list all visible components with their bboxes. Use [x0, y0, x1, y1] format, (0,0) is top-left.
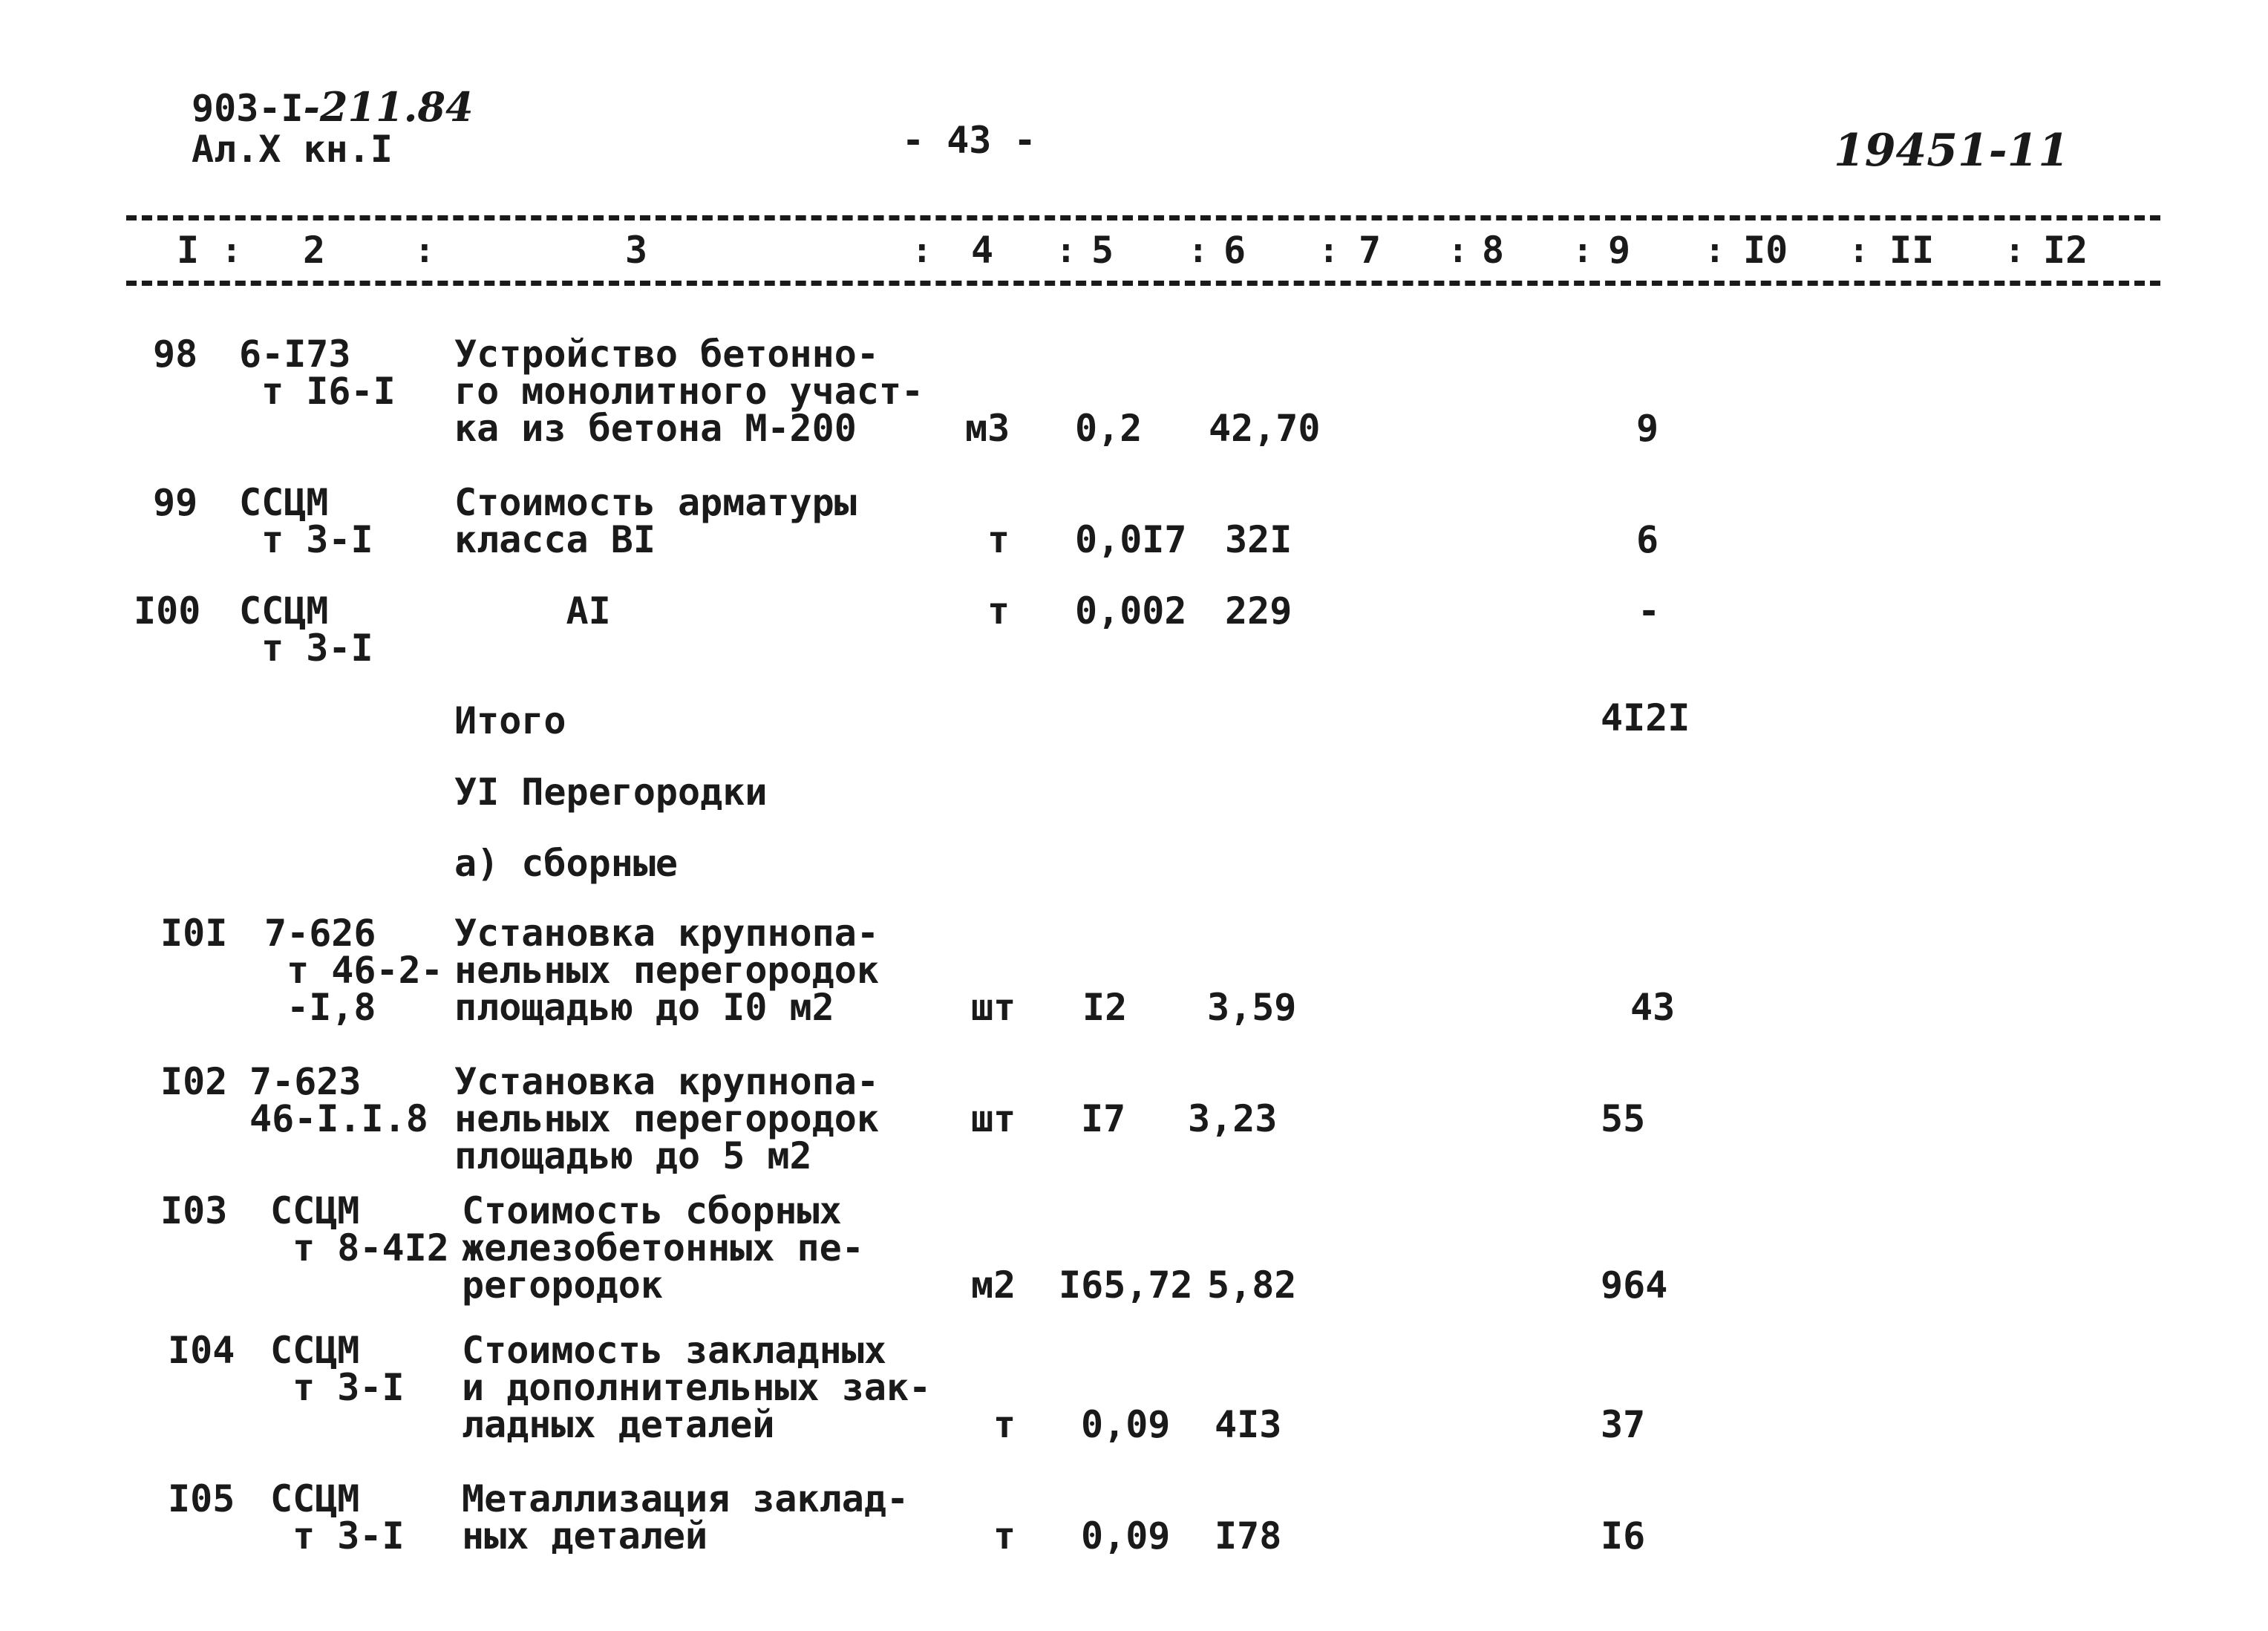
- section-title: УI Перегородки: [454, 771, 768, 814]
- col-separator: :: [1705, 230, 1725, 270]
- page-number: - 43 -: [902, 119, 1036, 162]
- row-unit: шт: [971, 1097, 1016, 1140]
- row-number: 99: [153, 481, 198, 524]
- row-description: AI: [454, 589, 611, 633]
- row-total: 964: [1601, 1264, 1668, 1307]
- col-header-8: 8: [1482, 229, 1505, 272]
- row-code: ССЦМ т 8-4I2: [270, 1189, 449, 1269]
- header-rule-bottom: [126, 281, 2160, 286]
- row-quantity: I7: [1081, 1097, 1126, 1140]
- col-separator: :: [1188, 230, 1209, 270]
- col-separator: :: [414, 230, 435, 270]
- row-quantity: 0,2: [1075, 407, 1143, 450]
- subtotal-value: 4I2I: [1601, 696, 1690, 739]
- row-code: 7-623 46-I.I.8: [249, 1060, 428, 1140]
- row-number: I03: [160, 1189, 228, 1232]
- row-description: Стоимость сборных железобетонных пе- регородок: [462, 1189, 864, 1307]
- row-total: I6: [1601, 1514, 1646, 1558]
- row-code: ССЦМ т 3-I: [239, 481, 373, 561]
- row-description: Установка крупнопа- нельных перегородок площадью до 5 м2: [454, 1060, 879, 1177]
- row-total: 43: [1630, 986, 1676, 1029]
- col-header-10: I0: [1743, 229, 1788, 272]
- row-description: Металлизация заклад- ных деталей: [462, 1477, 909, 1558]
- row-quantity: 0,0I7: [1075, 518, 1187, 561]
- row-unit: т: [987, 589, 1010, 633]
- col-header-5: 5: [1091, 229, 1114, 272]
- col-separator: :: [221, 230, 242, 270]
- row-unit: м3: [965, 407, 1010, 450]
- row-code: ССЦМ т 3-I: [270, 1329, 405, 1409]
- row-unit: м2: [971, 1264, 1016, 1307]
- row-number: I05: [168, 1477, 235, 1520]
- row-number: I0I: [160, 912, 228, 955]
- row-quantity: I65,72: [1059, 1264, 1193, 1307]
- row-unit: т: [993, 1403, 1016, 1446]
- row-description: Устройство бетонно- го монолитного участ- ка из бетона М-200: [454, 333, 924, 450]
- row-price: 42,70: [1209, 407, 1321, 450]
- row-total: -: [1638, 589, 1661, 633]
- doc-number: 19451-11: [1834, 125, 2070, 177]
- document-code-printed: 903-I: [192, 87, 304, 130]
- row-unit: т: [987, 518, 1010, 561]
- row-number: I02: [160, 1060, 228, 1103]
- col-header-6: 6: [1223, 229, 1246, 272]
- row-description: Стоимость арматуры класса BI: [454, 481, 857, 561]
- section-subtitle: а) сборные: [454, 842, 679, 885]
- row-total: 55: [1601, 1097, 1646, 1140]
- document-code: [192, 83, 474, 131]
- col-separator: :: [912, 230, 932, 270]
- col-header-4: 4: [971, 229, 994, 272]
- col-header-12: I2: [2043, 229, 2088, 272]
- row-total: 6: [1636, 518, 1659, 561]
- col-header-9: 9: [1608, 229, 1631, 272]
- col-header-11: II: [1889, 229, 1935, 272]
- row-number: 98: [153, 333, 198, 376]
- col-separator: :: [1056, 230, 1076, 270]
- header-rule-top: [126, 215, 2160, 220]
- row-price: 32I: [1225, 518, 1293, 561]
- subtotal-label: Итого: [454, 699, 566, 742]
- row-total: 9: [1636, 407, 1659, 450]
- document-code-handwritten: -211.84: [303, 83, 474, 131]
- col-separator: :: [2004, 230, 2025, 270]
- row-price: 4I3: [1215, 1403, 1282, 1446]
- col-separator: :: [1318, 230, 1339, 270]
- row-code: ССЦМ т 3-I: [239, 589, 373, 670]
- row-price: 5,82: [1207, 1264, 1297, 1307]
- row-quantity: 0,09: [1081, 1514, 1171, 1558]
- row-price: I78: [1215, 1514, 1282, 1558]
- row-number: I00: [134, 589, 201, 633]
- row-unit: т: [993, 1514, 1016, 1558]
- col-separator: :: [1572, 230, 1593, 270]
- album-label: Ал.X кн.I: [192, 128, 393, 171]
- row-price: 229: [1225, 589, 1293, 633]
- row-description: Стоимость закладных и дополнительных зак- ладных деталей: [462, 1329, 932, 1446]
- row-code: 6-I73 т I6-I: [239, 333, 396, 413]
- col-header-7: 7: [1359, 229, 1382, 272]
- row-unit: шт: [971, 986, 1016, 1029]
- col-header-2: 2: [303, 229, 326, 272]
- col-header-1: I: [177, 229, 200, 272]
- row-total: 37: [1601, 1403, 1646, 1446]
- row-quantity: I2: [1082, 986, 1128, 1029]
- row-price: 3,59: [1207, 986, 1297, 1029]
- row-code: ССЦМ т 3-I: [270, 1477, 405, 1558]
- row-code: 7-626 т 46-2- -I,8: [264, 912, 443, 1029]
- row-quantity: 0,002: [1075, 589, 1187, 633]
- col-header-3: 3: [625, 229, 648, 272]
- row-description: Установка крупнопа- нельных перегородок площадью до I0 м2: [454, 912, 879, 1029]
- row-number: I04: [168, 1329, 235, 1372]
- col-separator: :: [1448, 230, 1468, 270]
- row-quantity: 0,09: [1081, 1403, 1171, 1446]
- row-price: 3,23: [1188, 1097, 1278, 1140]
- col-separator: :: [1849, 230, 1869, 270]
